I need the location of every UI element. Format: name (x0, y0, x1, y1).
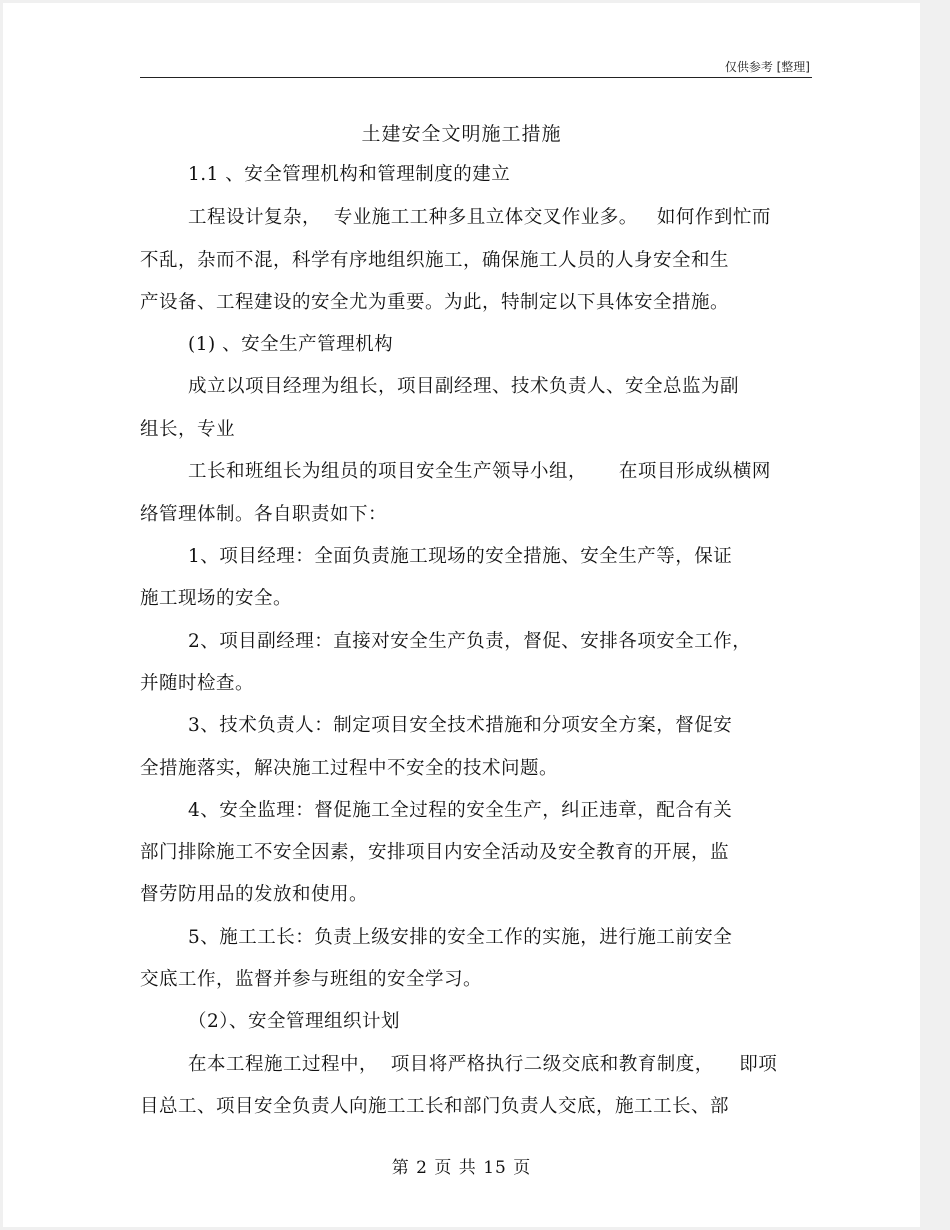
paragraph-line: 工长和班组长为组员的项目安全生产领导小组， 在项目形成纵横网 (188, 461, 771, 482)
section-heading: （2）、安全管理组织计划 (188, 1011, 401, 1032)
section-heading: (1) 、安全生产管理机构 (188, 334, 394, 355)
paragraph-line: 工程设计复杂， 专业施工工种多且立体交叉作业多。 如何作到忙而 (188, 207, 771, 228)
list-item: 2、项目副经理：直接对安全生产负责，督促、安排各项安全工作， (188, 631, 752, 652)
paragraph-line: 组长，专业 (140, 419, 236, 440)
list-item: 3、技术负责人：制定项目安全技术措施和分项安全方案，督促安 (188, 715, 733, 736)
list-item-continuation: 部门排除施工不安全因素，安排项目内安全活动及安全教育的开展，监 (140, 842, 730, 863)
paragraph-line: 产设备、工程建设的安全尤为重要。为此，特制定以下具体安全措施。 (140, 292, 730, 313)
paragraph-line: 在本工程施工过程中， 项目将严格执行二级交底和教育制度， 即项 (188, 1054, 778, 1075)
list-item-continuation: 施工现场的安全。 (140, 588, 293, 609)
list-item-continuation: 督劳防用品的发放和使用。 (140, 884, 369, 905)
page-number-footer: 第 2 页 共 15 页 (391, 1158, 532, 1178)
list-item: 4、安全监理：督促施工全过程的安全生产，纠正违章，配合有关 (188, 800, 733, 821)
paragraph-line: 络管理体制。各自职责如下： (140, 504, 388, 525)
header-note: 仅供参考 [整理] (724, 60, 810, 74)
header-divider (140, 77, 812, 78)
list-item-continuation: 并随时检查。 (140, 673, 255, 694)
document-page (3, 3, 920, 1227)
list-item-continuation: 全措施落实，解决施工过程中不安全的技术问题。 (140, 758, 559, 779)
list-item: 1、项目经理：全面负责施工现场的安全措施、安全生产等，保证 (188, 546, 733, 567)
paragraph-line: 不乱，杂而不混，科学有序地组织施工，确保施工人员的人身安全和生 (140, 250, 730, 271)
paragraph-line: 成立以项目经理为组长，项目副经理、技术负责人、安全总监为副 (188, 376, 740, 397)
paragraph-line: 目总工、项目安全负责人向施工工长和部门负责人交底，施工工长、部 (140, 1096, 730, 1117)
section-heading: 1.1 、安全管理机构和管理制度的建立 (188, 164, 511, 185)
list-item: 5、施工工长：负责上级安排的安全工作的实施，进行施工前安全 (188, 927, 733, 948)
document-title: 土建安全文明施工措施 (361, 123, 562, 145)
list-item-continuation: 交底工作，监督并参与班组的安全学习。 (140, 969, 483, 990)
